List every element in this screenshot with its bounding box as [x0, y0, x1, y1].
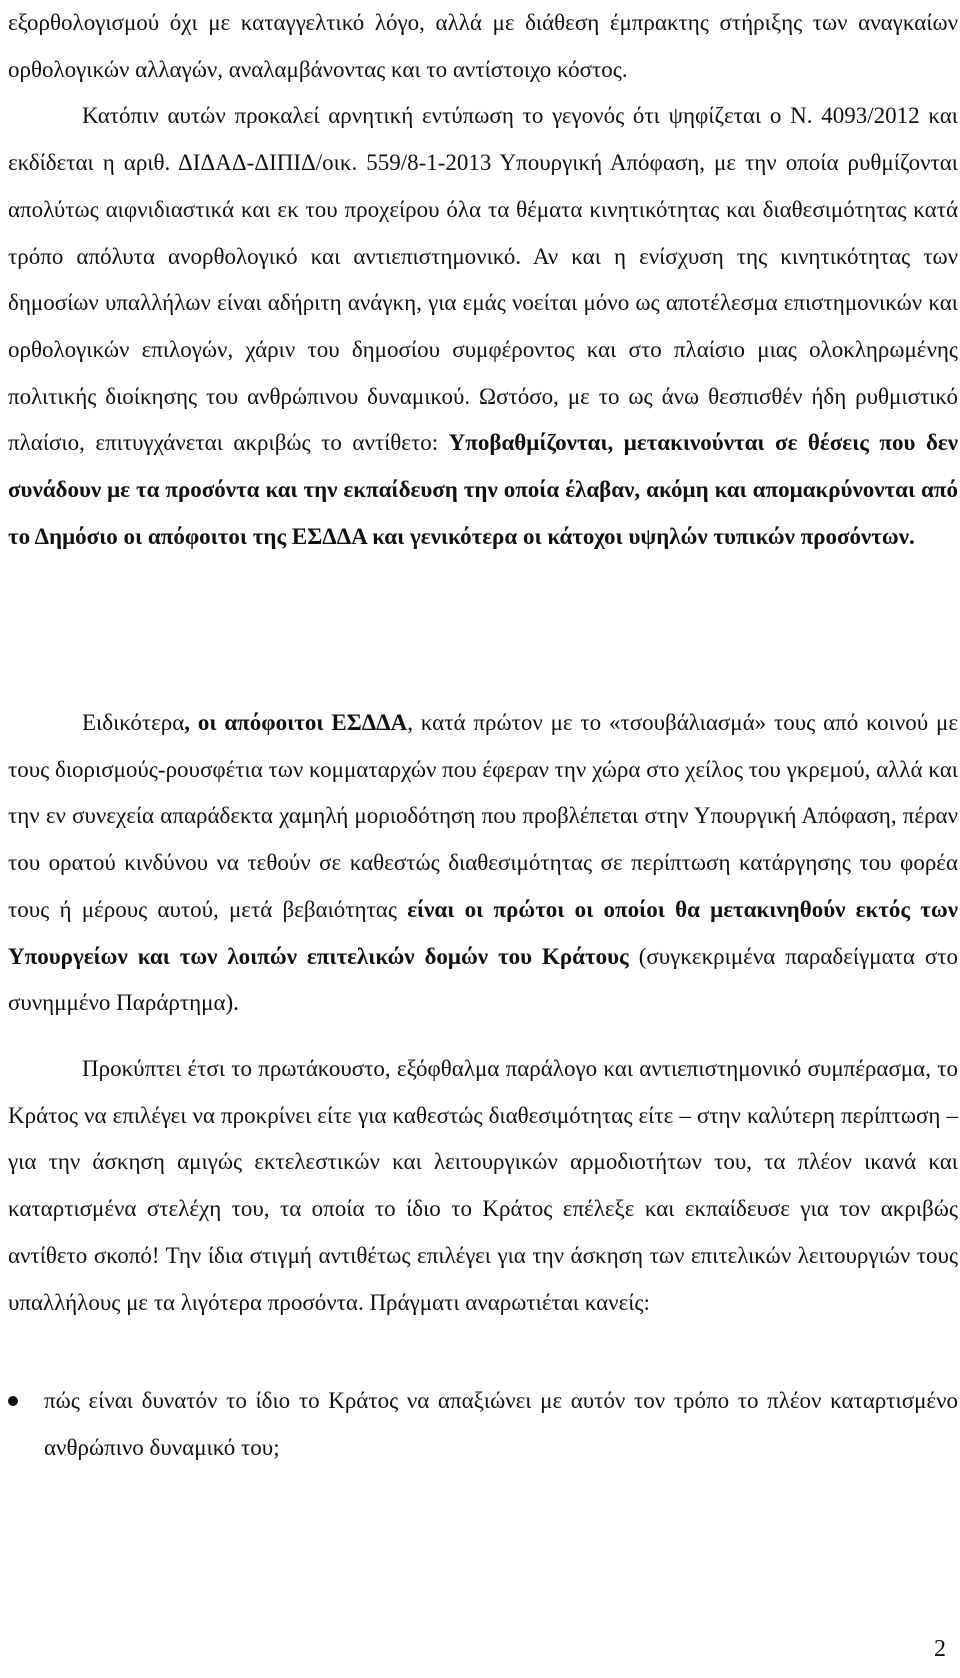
paragraph-2-body: , κατά πρώτον με το «τσουβάλιασμά» τους από κοινού με τους διορισμούς-ρουσφέτια των κομματαρχών που έφεραν την χώρα στο χείλος του γκρεμού, αλλά και την εν συνεχεία απαράδεκτα χαμηλή μοριοδότηση που προβλέπεται στην Υπουργική Απόφαση, πέραν του ορατού κινδύνου να τεθούν σε καθεστώς διαθεσιμότητας σε περίπτωση κατάργησης του φορέα τους ή μέρους αυτού, μετά βεβαιότητας	[8, 710, 958, 922]
paragraph-2-graduates: , οι απόφοιτοι ΕΣΔΔΑ	[184, 710, 408, 735]
paragraph-1-body: Κατόπιν αυτών προκαλεί αρνητική εντύπωση το γεγονός ότι ψηφίζεται ο Ν. 4093/2012 και εκδίδεται η αριθ. ΔΙΔΑΔ-ΔΙΠΙΔ/οικ. 559/8-1-2013 Υπουργική Απόφαση, με την οποία ρυθμίζονται απολύτως αιφνιδιαστικά και εκ του προχείρου όλα τα θέματα κινητικότητας και διαθεσιμότητας κατά τρόπο απόλυτα ανορθολογικό και αντιεπιστημονικό. Αν και η ενίσχυση της κινητικότητας των δημοσίων υπαλλήλων είναι αδήριτη ανάγκη, για εμάς νοείται μόνο ως αποτέλεσμα επιστημονικών και ορθολογικών επιλογών, χάριν του δημοσίου συμφέροντος και στο πλαίσιο μιας ολοκληρωμένης πολιτικής διοίκησης του ανθρώπινου δυναμικού. Ωστόσο, με το ως άνω θεσπισθέν ήδη ρυθμιστικό πλαίσιο, επιτυγχάνεται ακριβώς το αντίθετο:	[8, 103, 958, 456]
paragraph-3-body: Προκύπτει έτσι το πρωτάκουστο, εξόφθαλμα παράλογο και αντιεπιστημονικό συμπέρασμα, το Κράτος να επιλέγει να προκρίνει είτε για καθεστώς διαθεσιμότητας είτε – στην καλύτερη περίπτωση – για την άσκηση αμιγώς εκτελεστικών και λειτουργικών αρμοδιοτήτων του, τα πλέον ικανά και καταρτισμένα στελέχη του, τα οποία το ίδιο το Κράτος επέλεξε και εκπαίδευσε για τον ακριβώς αντίθετο σκοπό! Την ίδια στιγμή αντιθέτως επιλέγει για την άσκηση των επιτελικών λειτουργιών τους υπαλλήλους με τα λιγότερα προσόντα. Πράγματι αναρωτιέται κανείς:	[8, 1056, 958, 1315]
bullet-icon	[8, 1396, 18, 1406]
paragraph-1	[8, 0, 958, 560]
paragraph-3	[8, 1046, 958, 1326]
paragraph-2-note: (συγκεκριμένα παραδείγματα στο συνημμένο Παράρτημα).	[8, 943, 959, 1016]
paragraph-1-opening: εξορθολογισμού όχι με καταγγελτικό λόγο, αλλά με διάθεση έμπρακτης στήριξης των αναγκαίων ορθολογικών αλλαγών, αναλαμβάνοντας και το αντίστοιχο κόστος.	[8, 10, 958, 82]
paragraph-2	[8, 700, 958, 1027]
page-number: 2	[934, 1636, 946, 1662]
paragraph-2-emphasis: είναι οι πρώτοι οι οποίοι θα μετακινηθούν εκτός των Υπουργείων και των λοιπών επιτελικών δομών του Κράτους	[8, 896, 958, 969]
bullet-text: πώς είναι δυνατόν το ίδιο το Κράτος να απαξιώνει με αυτόν τον τρόπο το πλέον καταρτισμένο ανθρώπινο δυναμικό του;	[44, 1388, 958, 1460]
paragraph-2-lead: Ειδικότερα	[82, 710, 185, 735]
paragraph-1-emphasis: Υποβαθμίζονται, μετακινούνται σε θέσεις που δεν συνάδουν με τα προσόντα και την εκπαίδευση την οποία έλαβαν, ακόμη και απομακρύνονται από το Δημόσιο οι απόφοιτοι της ΕΣΔΔΑ και γενικότερα οι κάτοχοι υψηλών τυπικών προσόντων.	[8, 430, 958, 549]
